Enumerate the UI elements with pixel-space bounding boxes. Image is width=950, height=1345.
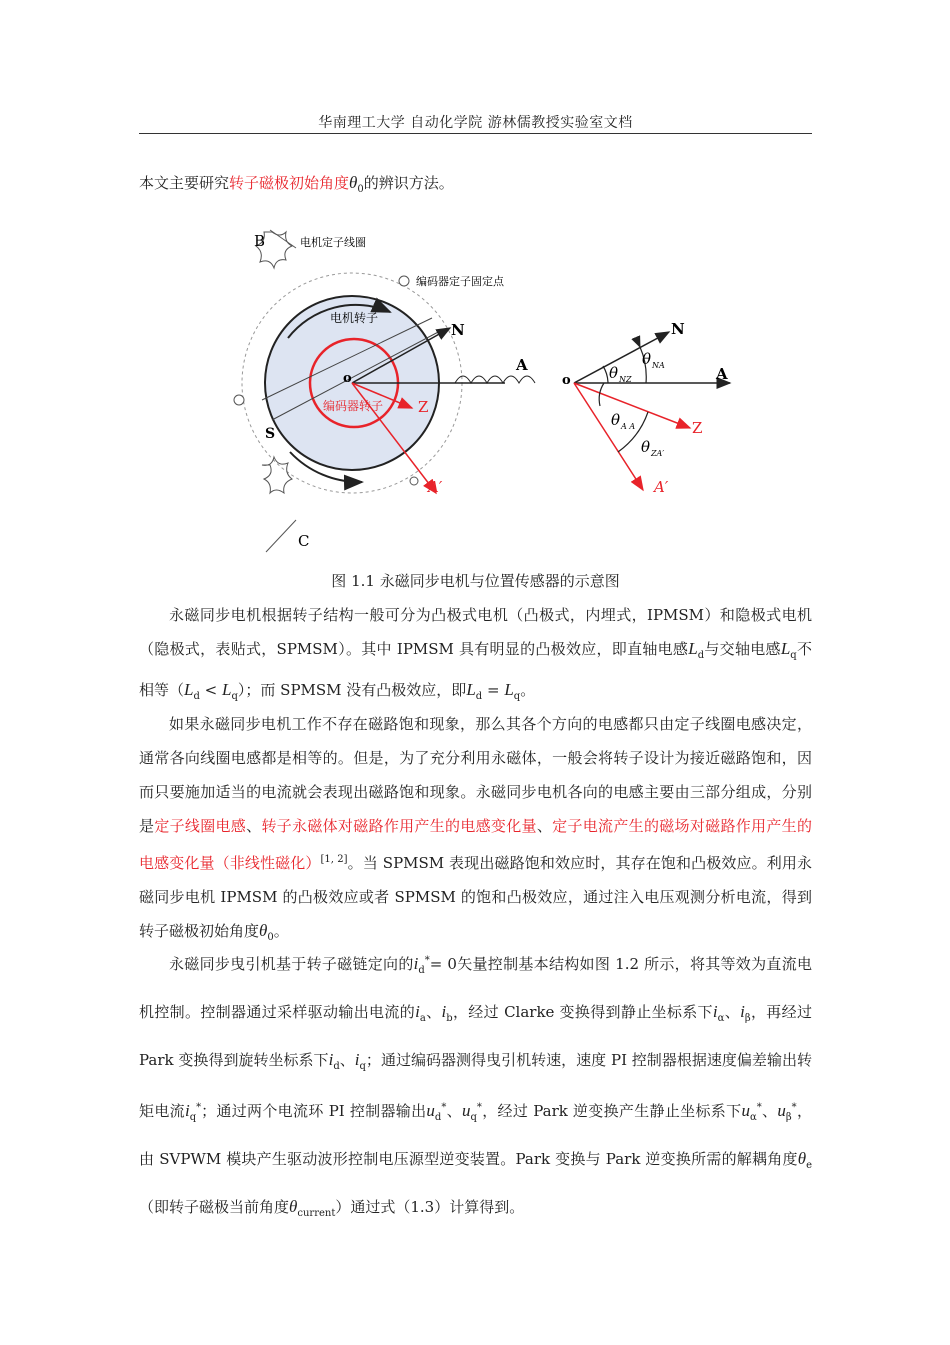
lq-sub: q: [790, 650, 797, 661]
ld-sub: d: [697, 650, 705, 661]
ib-symbol: i: [441, 1002, 447, 1021]
p2-line4a: 由三部分组成，分别是: [139, 783, 812, 835]
encoder-point-bottom-icon: [410, 477, 418, 485]
ibeta-sub: β: [744, 1013, 751, 1024]
theta-sub: 0: [357, 184, 364, 195]
label-o-2: o: [562, 373, 571, 388]
theta-aa-sub: A A: [621, 422, 636, 431]
p3-line6c: ）通过式（1.3）计算得到。: [335, 1198, 525, 1216]
ld-sub-3: d: [475, 691, 483, 702]
theta0-sub: 0: [267, 932, 274, 943]
iq-star: *: [196, 1102, 202, 1113]
label-n-2: N: [671, 320, 685, 338]
lq-symbol-3: L: [504, 680, 514, 699]
ualpha-symbol: u: [741, 1101, 750, 1120]
ud-symbol: u: [426, 1101, 435, 1120]
uq-symbol: u: [461, 1101, 471, 1120]
ld-symbol-3: L: [466, 680, 476, 699]
p3-line2b: ，经过 Clarke 变换得到静止坐标系下: [452, 1003, 713, 1021]
p3-line5a: 坐标系下: [680, 1102, 742, 1120]
label-a-prime: A′: [428, 478, 443, 496]
intro-highlight: 转子磁极初始角度: [229, 174, 350, 192]
ubeta-star: *: [791, 1102, 797, 1113]
label-rotor: 电机转子: [330, 311, 379, 325]
theta-symbol: θ: [349, 173, 358, 192]
ld-symbol: L: [688, 639, 698, 658]
p1-line2b: 与交轴: [704, 640, 751, 658]
p2-red-3b: 生的磁场对磁路作用产生的电感变化量（非线性磁化）: [139, 817, 812, 872]
sep-ialpha-ibeta: 、: [724, 1003, 741, 1021]
iq-symbol: i: [354, 1050, 360, 1069]
ud-sub: d: [434, 1112, 442, 1123]
label-b: B: [254, 232, 266, 250]
p3-line6a: 变换所需的解耦角度: [660, 1150, 798, 1168]
p2-red-1: 定子线圈电感: [154, 817, 247, 835]
a-prime-vector-2: [574, 383, 643, 490]
p3-line4c: ，经过 Park 逆变换产生静止: [481, 1102, 681, 1120]
p2-line3: 磁路饱和，因而只要施加适当的电流就会表现出磁路饱和现象。永磁同步电机各向的电感主要: [139, 749, 812, 801]
label-o: o: [343, 371, 352, 386]
p3-line2a: 流电机控制。控制器通过采样驱动输出电流的: [139, 955, 812, 1021]
less-than: <: [204, 681, 218, 699]
theta0-symbol: θ: [259, 921, 268, 940]
citation-ref: [1, 2]: [320, 854, 348, 865]
label-n: N: [451, 321, 465, 339]
id-sub: d: [418, 965, 425, 976]
theta-nz: θ: [609, 364, 619, 382]
intro-after: 的辨识方法。: [363, 174, 454, 192]
label-a: A: [516, 356, 528, 374]
p1-line3c: ）；而 SPMSM 没有凸极效应，即: [237, 681, 467, 699]
p1-line3a: 电感: [750, 640, 781, 658]
p2-sep1: 、: [246, 817, 262, 835]
theta-current-sub: current: [297, 1208, 336, 1219]
ialpha-sub: α: [717, 1013, 725, 1024]
ib-sub: b: [446, 1013, 453, 1024]
theta-nz-sub: NZ: [619, 375, 632, 384]
uq-star: *: [476, 1102, 482, 1113]
p2-red-3a: 定子电流产: [552, 817, 629, 835]
label-c: C: [298, 532, 310, 550]
coil-c: [262, 457, 292, 493]
angle-nz-arc: [603, 366, 608, 383]
sep-ia-ib: 、: [425, 1003, 442, 1021]
id2-sub: d: [333, 1061, 340, 1072]
p2-line2: 决定，通常各向线圈电感都是相等的。但是，为了充分利用永磁体，一般会将转子设计为接近: [139, 715, 812, 767]
figure-caption: 图 1.1 永磁同步电机与位置传感器的示意图: [331, 572, 620, 590]
intro-before: 本文主要研究: [139, 174, 230, 192]
lq-symbol-2: L: [222, 680, 232, 699]
id2-symbol: i: [328, 1050, 334, 1069]
p3-line3a: 再经过 Park 变换得到旋转坐标系下: [139, 1003, 812, 1069]
p2-line6: 其存在饱和凸极效应。利用永磁同步电机 IPMSM 的凸极效应或者 SPMSM 的饱和凸极效应，: [139, 854, 812, 906]
uq-sub: q: [470, 1112, 477, 1123]
label-encoder-rotor: 编码器转子: [323, 399, 384, 413]
sep-id-iq: 、: [339, 1051, 355, 1069]
label-a-prime-2: A′: [654, 478, 669, 496]
label-s: S: [265, 426, 276, 442]
p1-line2a: 电机（隐极式，表贴式，SPMSM）。其中 IPMSM 具有明显的凸极效应，即直轴电感: [139, 606, 812, 658]
p3-line5b: ，由 SVPWM 模块产生驱动波形控制电压源型逆变装置。Park 变换与 Park 逆: [139, 1102, 812, 1168]
ualpha-star: *: [756, 1102, 762, 1113]
p3-line3b: ；通过编码器测得曳引机转速，速度 PI 控制器根据: [365, 1051, 707, 1069]
motor-sensor-diagram: [0, 0, 950, 570]
p3-line4b: ；通过两个电流环 PI 控制器输出: [201, 1102, 427, 1120]
p2-red-2: 转子永磁体对磁路作用产生的电感变化量: [261, 817, 537, 835]
label-encoder-fixed: 编码器定子固定点: [416, 275, 504, 288]
ud-star: *: [441, 1102, 447, 1113]
p2-sep2: 、: [536, 817, 553, 835]
p3-line4a: 速度偏差输出转矩电流: [139, 1051, 812, 1120]
theta-na: θ: [642, 350, 652, 368]
page-header: 华南理工大学 自动化学院 游林儒教授实验室文档: [318, 115, 633, 131]
theta-aa: θ: [611, 411, 621, 429]
theta-current-symbol: θ: [289, 1197, 298, 1216]
label-z-2: Z: [692, 419, 703, 437]
id-star: *: [424, 955, 430, 966]
p2-line7b: 。: [273, 922, 289, 940]
p3-line1a: 永磁同步曳引机基于转子磁链定向的: [169, 955, 414, 973]
label-z: Z: [418, 398, 429, 416]
p1-line3d: 。: [520, 681, 536, 699]
lq-sub-2: q: [231, 691, 238, 702]
label-coil: 电机定子线圈: [300, 236, 366, 249]
ia-symbol: i: [415, 1002, 420, 1021]
comma-1: ，: [750, 1003, 767, 1021]
iq-star-sub: q: [189, 1112, 197, 1123]
iq-star-symbol: i: [184, 1101, 190, 1120]
id-equals-zero: = 0: [429, 955, 457, 973]
sep-ualpha-ubeta: 、: [761, 1102, 778, 1120]
encoder-point-left-icon: [234, 395, 244, 405]
p3-line6b: （即转子磁极当前角度: [139, 1198, 290, 1216]
p2-line5b: 。当 SPMSM 表现出磁路饱和效应时，: [347, 854, 616, 872]
ld-sub-2: d: [193, 691, 200, 702]
label-a-2: A: [716, 365, 728, 383]
theta-na-sub: NA: [652, 361, 665, 370]
p2-line1: 如果永磁同步电机工作不存在磁路饱和现象，那么其各个方向的电感都只由定子线圈电感: [169, 715, 767, 733]
p3-line1b: 矢量控制基本结构如图 1.2 所示，将其等效为直: [456, 955, 782, 973]
ialpha-symbol: i: [712, 1002, 718, 1021]
encoder-fixed-point-icon: [399, 276, 409, 286]
theta-e-sub: e: [806, 1160, 812, 1171]
c-lead: [266, 520, 296, 552]
p1-line3b: 不相等（: [139, 640, 812, 699]
ualpha-sub: α: [749, 1112, 757, 1123]
paragraph-3: [139, 940, 812, 1234]
sep-ud-uq: 、: [446, 1102, 462, 1120]
p2-line7a: 通过注入电压观测分析电流，得到转子磁极初始角度: [139, 888, 812, 940]
ubeta-sub: β: [785, 1112, 792, 1123]
paragraph-2: [139, 707, 812, 955]
iq-sub: q: [359, 1061, 366, 1072]
p1-line1: 永磁同步电机根据转子结构一般可分为凸极式电机（凸极式，内埋式，IPMSM）和隐极式: [169, 606, 782, 624]
ubeta-symbol: u: [777, 1101, 786, 1120]
lq-sub-3: q: [513, 691, 521, 702]
b-lead: [270, 230, 296, 248]
lq-symbol: L: [780, 639, 791, 658]
ibeta-symbol: i: [740, 1002, 745, 1021]
theta-za: θ: [641, 438, 651, 456]
theta-za-sub: ZA′: [651, 449, 665, 458]
ia-sub: a: [419, 1013, 426, 1024]
theta-e-symbol: θ: [797, 1149, 807, 1168]
ld-symbol-2: L: [184, 680, 194, 699]
paragraph-1: [139, 598, 812, 714]
coil-a: [455, 376, 535, 383]
equals: =: [486, 681, 500, 699]
id-symbol: i: [413, 954, 419, 973]
